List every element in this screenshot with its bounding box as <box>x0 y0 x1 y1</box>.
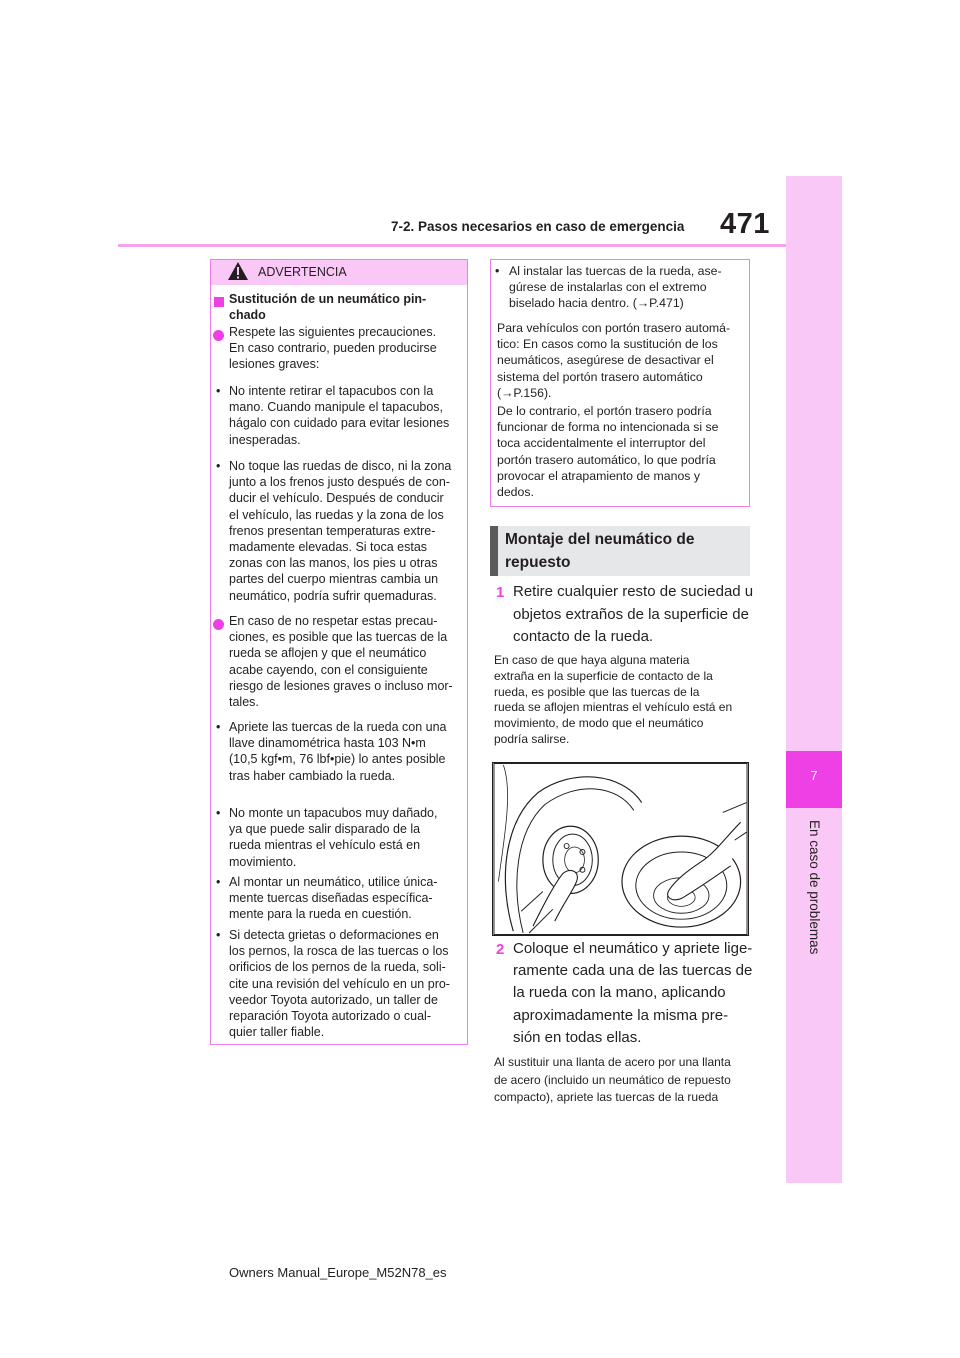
chapter-side-tab <box>786 176 842 1183</box>
warning-bullet: No toque las ruedas de disco, ni la zona <box>229 459 452 473</box>
info-paragraph: provocar el atrapamiento de manos y <box>497 468 701 483</box>
warning-bullet: ducir el vehículo. Después de conducir <box>229 491 444 506</box>
step-text: la rueda con la mano, aplicando <box>513 984 726 1002</box>
warning-bullet: hágalo con cuidado para evitar lesiones <box>229 416 450 431</box>
step-note: extraña en la superficie de contacto de la <box>494 668 713 683</box>
info-bullet: Al instalar las tuercas de la rueda, ase- <box>509 264 722 278</box>
warning-bullet: ya que puede salir disparado de la <box>229 822 421 837</box>
warning-intro: lesiones graves: <box>229 357 320 372</box>
warning-bullet: los pernos, la rosca de las tuercas o los <box>229 944 449 959</box>
warning-bullet: reparación Toyota autorizado o cual- <box>229 1009 431 1023</box>
warning-intro: En caso contrario, pueden producirse <box>229 341 437 356</box>
warning-bullet: inesperadas. <box>229 432 301 447</box>
step-text: ramente cada una de las tuercas de <box>513 962 753 980</box>
warning-intro: ciones, es posible que las tuercas de la <box>229 630 448 645</box>
bullet-dot-icon <box>213 330 224 341</box>
warning-bullet: mente tuercas diseñadas específica- <box>229 891 433 906</box>
page-number: 471 <box>720 208 770 240</box>
chapter-number: 7 <box>810 768 818 783</box>
chapter-label: En caso de problemas <box>807 820 822 955</box>
step-note: de acero (incluido un neumático de repuesto <box>494 1072 731 1087</box>
info-paragraph: De lo contrario, el portón trasero podría <box>497 404 712 418</box>
warning-intro: riesgo de lesiones graves o incluso mor- <box>229 678 453 693</box>
info-bullet: biselado hacia dentro. (→P.471) <box>509 296 684 311</box>
warning-bullet: mano. Cuando manipule el tapacubos, <box>229 400 444 415</box>
warning-bullet: orificios de los pernos de la rueda, soli- <box>229 960 446 975</box>
info-paragraph: Para vehículos con portón trasero automá- <box>497 321 731 335</box>
warning-bullet: quier taller fiable. <box>229 1025 325 1040</box>
warning-title: ADVERTENCIA <box>258 265 347 279</box>
step-number: 2 <box>496 941 505 958</box>
info-paragraph: dedos. <box>497 485 534 499</box>
warning-bullet: (10,5 kgf•m, 76 lbf•pie) lo antes posible <box>229 752 446 767</box>
bullet-icon: • <box>216 459 221 473</box>
step-text: sión en todas ellas. <box>513 1028 642 1046</box>
step-note: En caso de que haya alguna materia <box>494 653 690 667</box>
step-note: rueda, es posible que las tuercas de la <box>494 684 700 699</box>
step-text: contacto de la rueda. <box>513 628 654 645</box>
warning-bullet: neumático, podría sufrir quemaduras. <box>229 588 437 603</box>
warning-bullet: Al montar un neumático, utilice única- <box>229 875 438 889</box>
warning-bullet: No intente retirar el tapacubos con la <box>229 384 434 398</box>
bullet-icon: • <box>216 875 221 889</box>
warning-subheading: Sustitución de un neumático pin- <box>229 292 427 306</box>
wheel-installation-illustration <box>492 762 749 936</box>
info-paragraph: neumáticos, asegúrese de desactivar el <box>497 353 714 368</box>
bullet-icon: • <box>495 264 500 278</box>
info-paragraph: (→P.156). <box>497 385 552 400</box>
section-heading-bar <box>490 526 498 576</box>
warning-subheading: chado <box>229 308 266 323</box>
step-note: movimiento, de modo que el neumático <box>494 716 704 731</box>
warning-bullet: movimiento. <box>229 854 297 869</box>
warning-bullet: el vehículo, las ruedas y la zona de los <box>229 507 444 522</box>
section-title: 7-2. Pasos necesarios en caso de emergencia <box>391 219 685 234</box>
bullet-icon: • <box>216 384 221 398</box>
warning-bullet: No monte un tapacubos muy dañado, <box>229 806 438 820</box>
warning-bullet: llave dinamométrica hasta 103 N•m <box>229 736 426 751</box>
warning-bullet: Si detecta grietas o deformaciones en <box>229 928 439 942</box>
info-paragraph: toca accidentalmente el interruptor del <box>497 436 706 451</box>
info-paragraph: funcionar de forma no intencionada si se <box>497 420 719 435</box>
info-bullet: gúrese de instalarlas con el extremo <box>509 280 707 295</box>
header-rule <box>118 244 842 247</box>
warning-intro: tales. <box>229 695 259 709</box>
warning-bullet: partes del cuerpo mientras cambia un <box>229 572 439 587</box>
bullet-icon: • <box>216 928 221 942</box>
step-text: Coloque el neumático y apriete lige- <box>513 940 753 957</box>
warning-bullet: cite una revisión del vehículo en un pro- <box>229 976 450 991</box>
warning-intro: rueda se aflojen y que el neumático <box>229 646 427 661</box>
warning-bullet: rueda mientras el vehículo está en <box>229 838 421 853</box>
warning-triangle-icon <box>227 261 249 281</box>
step-text: aproximadamente la misma pre- <box>513 1006 729 1024</box>
page-footer: Owners Manual_Europe_M52N78_es <box>229 1265 447 1280</box>
step-note: compacto), apriete las tuercas de la rueda <box>494 1090 719 1104</box>
info-paragraph: tico: En casos como la sustitución de los <box>497 337 718 352</box>
warning-bullet: madamente elevadas. Si toca estas <box>229 540 428 554</box>
warning-bullet: mente para la rueda en cuestión. <box>229 907 412 922</box>
warning-bullet: Apriete las tuercas de la rueda con una <box>229 720 447 734</box>
info-paragraph: sistema del portón trasero automático <box>497 369 703 384</box>
step-text: Retire cualquier resto de suciedad u <box>513 583 754 600</box>
warning-intro: Respete las siguientes precauciones. <box>229 325 437 339</box>
warning-bullet: junto a los frenos justo después de con- <box>229 475 450 490</box>
warning-intro: En caso de no respetar estas precau- <box>229 614 438 628</box>
step-text: objetos extraños de la superficie de <box>513 605 749 623</box>
step-note: Al sustituir una llanta de acero por una llanta <box>494 1055 731 1069</box>
warning-bullet: zonas con las manos, los pies u otras <box>229 556 438 571</box>
section-heading: Montaje del neumático de repuesto <box>505 531 695 571</box>
info-paragraph: portón trasero automático, lo que podría <box>497 452 716 467</box>
warning-bullet: frenos presentan temperaturas extre- <box>229 523 436 538</box>
step-note: podría salirse. <box>494 732 570 746</box>
warning-intro: acabe cayendo, con el consiguiente <box>229 662 428 677</box>
bullet-dot-icon <box>213 619 224 630</box>
bullet-icon: • <box>216 806 221 820</box>
step-note: rueda se aflojen mientras el vehículo está en <box>494 700 733 715</box>
bullet-icon: • <box>216 720 221 734</box>
warning-bullet: tras haber cambiado la rueda. <box>229 768 396 783</box>
warning-bullet: veedor Toyota autorizado, un taller de <box>229 992 438 1007</box>
step-number: 1 <box>496 584 505 601</box>
subheading-square-icon <box>214 297 224 307</box>
